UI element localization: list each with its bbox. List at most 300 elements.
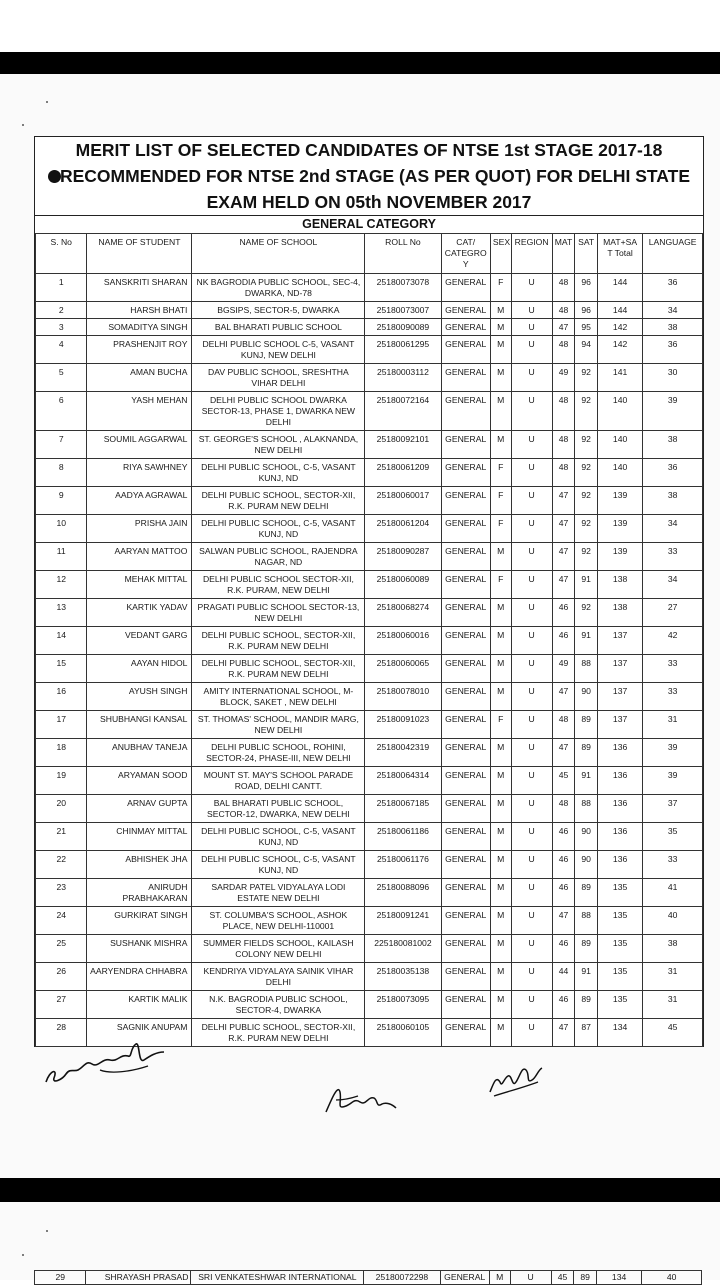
cell-mat: 48 <box>552 459 575 487</box>
table-row <box>36 963 703 991</box>
cell-sex: M <box>490 851 511 879</box>
cell-language: 39 <box>643 767 703 795</box>
table-body <box>36 274 703 1047</box>
cell-roll-no: 25180061176 <box>365 851 441 879</box>
cell-sex: F <box>490 571 511 599</box>
cell-sat: 87 <box>575 1019 598 1047</box>
cell-category: GENERAL <box>441 851 490 879</box>
cell-sno: 23 <box>36 879 87 907</box>
cell-mat: 48 <box>552 274 575 302</box>
cell-category: GENERAL <box>441 795 490 823</box>
cell-student-name: YASH MEHAN <box>87 392 192 431</box>
cell-sat: 88 <box>575 655 598 683</box>
cell-category: GENERAL <box>441 1019 490 1047</box>
document-title <box>35 137 703 215</box>
cell-school-name: DELHI PUBLIC SCHOOL, SECTOR-XII, R.K. PURAM NEW DELHI <box>192 487 365 515</box>
table-row <box>36 991 703 1019</box>
cell-total: 135 <box>597 963 642 991</box>
table-header-row <box>36 234 703 274</box>
cell-roll-no: 25180073007 <box>365 302 441 319</box>
cell-language: 42 <box>643 627 703 655</box>
cell-language: 38 <box>643 935 703 963</box>
cell-school-name: N.K. BAGRODIA PUBLIC SCHOOL, SECTOR-4, DWARKA <box>192 991 365 1019</box>
cell-sex: M <box>490 599 511 627</box>
cell-language: 38 <box>643 431 703 459</box>
cell-roll-no: 25180088096 <box>365 879 441 907</box>
cell-language: 45 <box>643 1019 703 1047</box>
table-row <box>36 599 703 627</box>
cell-total: 142 <box>597 319 642 336</box>
cell-roll-no: 25180072298 <box>364 1271 440 1285</box>
cell-mat: 46 <box>552 627 575 655</box>
title-line-3: EXAM HELD ON 05th NOVEMBER 2017 <box>206 192 532 212</box>
cell-region: U <box>511 431 552 459</box>
cell-category: GENERAL <box>441 711 490 739</box>
cell-total: 135 <box>597 879 642 907</box>
cell-language: 36 <box>643 459 703 487</box>
cell-region: U <box>511 823 552 851</box>
cell-sat: 94 <box>575 336 598 364</box>
cell-total: 136 <box>597 795 642 823</box>
cell-student-name: AARYENDRA CHHABRA <box>87 963 192 991</box>
cell-mat: 47 <box>552 515 575 543</box>
table-row <box>36 795 703 823</box>
cell-region: U <box>511 627 552 655</box>
cell-sno: 7 <box>36 431 87 459</box>
cell-mat: 46 <box>552 599 575 627</box>
next-page-table-fragment <box>34 1270 702 1285</box>
cell-sno: 28 <box>36 1019 87 1047</box>
scan-speck <box>46 1230 48 1232</box>
cell-sno: 19 <box>36 767 87 795</box>
cell-roll-no: 25180073078 <box>365 274 441 302</box>
cell-sno: 2 <box>36 302 87 319</box>
cell-sno: 8 <box>36 459 87 487</box>
cell-student-name: RIYA SAWHNEY <box>87 459 192 487</box>
table-row <box>36 823 703 851</box>
cell-total: 137 <box>597 683 642 711</box>
cell-school-name: DELHI PUBLIC SCHOOL, SECTOR-XII, R.K. PURAM NEW DELHI <box>192 655 365 683</box>
cell-region: U <box>511 991 552 1019</box>
cell-sno: 18 <box>36 739 87 767</box>
table-row <box>36 336 703 364</box>
col-header: LANGUAGE <box>643 234 703 274</box>
cell-school-name: DELHI PUBLIC SCHOOL, SECTOR-XII, R.K. PURAM NEW DELHI <box>192 1019 365 1047</box>
cell-student-name: PRASHENJIT ROY <box>87 336 192 364</box>
cell-school-name: BAL BHARATI PUBLIC SCHOOL, SECTOR-12, DWARKA, NEW DELHI <box>192 795 365 823</box>
cell-region: U <box>511 767 552 795</box>
cell-roll-no: 25180090089 <box>365 319 441 336</box>
cell-school-name: DAV PUBLIC SCHOOL, SRESHTHA VIHAR DELHI <box>192 364 365 392</box>
cell-total: 140 <box>597 392 642 431</box>
cell-student-name: KARTIK YADAV <box>87 599 192 627</box>
signature-3 <box>486 1052 546 1102</box>
col-header: MAT+SA T Total <box>597 234 642 274</box>
cell-category: GENERAL <box>441 571 490 599</box>
table-row <box>36 431 703 459</box>
cell-sno: 13 <box>36 599 87 627</box>
cell-mat: 47 <box>552 487 575 515</box>
cell-category: GENERAL <box>441 515 490 543</box>
cell-roll-no: 25180068274 <box>365 599 441 627</box>
table-row <box>36 543 703 571</box>
cell-student-name: SANSKRITI SHARAN <box>87 274 192 302</box>
cell-sno: 12 <box>36 571 87 599</box>
cell-sat: 90 <box>575 851 598 879</box>
cell-sat: 92 <box>575 459 598 487</box>
cell-total: 142 <box>597 336 642 364</box>
cell-sat: 89 <box>575 711 598 739</box>
cell-sat: 89 <box>575 991 598 1019</box>
cell-sno: 20 <box>36 795 87 823</box>
col-header: CAT/ CATEGRO Y <box>441 234 490 274</box>
cell-school-name: AMITY INTERNATIONAL SCHOOL, M-BLOCK, SAKET , NEW DELHI <box>192 683 365 711</box>
table-row <box>36 767 703 795</box>
cell-sex: M <box>490 627 511 655</box>
cell-sex: F <box>490 459 511 487</box>
cell-sex: F <box>490 487 511 515</box>
cell-sat: 92 <box>575 392 598 431</box>
cell-sno: 21 <box>36 823 87 851</box>
cell-sno: 1 <box>36 274 87 302</box>
cell-student-name: ANIRUDH PRABHAKARAN <box>87 879 192 907</box>
cell-category: GENERAL <box>441 274 490 302</box>
table-row <box>36 274 703 302</box>
cell-mat: 45 <box>551 1271 574 1285</box>
cell-school-name: ST. GEORGE'S SCHOOL , ALAKNANDA, NEW DELHI <box>192 431 365 459</box>
cell-roll-no: 25180061186 <box>365 823 441 851</box>
cell-school-name: ST. COLUMBA'S SCHOOL, ASHOK PLACE, NEW DELHI-110001 <box>192 907 365 935</box>
cell-sex: M <box>490 907 511 935</box>
table-row <box>36 302 703 319</box>
cell-total: 136 <box>597 767 642 795</box>
cell-sex: F <box>490 711 511 739</box>
cell-school-name: DELHI PUBLIC SCHOOL, C-5, VASANT KUNJ, ND <box>192 515 365 543</box>
cell-category: GENERAL <box>441 767 490 795</box>
table-row <box>36 711 703 739</box>
col-header: NAME OF STUDENT <box>87 234 192 274</box>
cell-region: U <box>511 963 552 991</box>
cell-category: GENERAL <box>441 907 490 935</box>
cell-sno: 10 <box>36 515 87 543</box>
cell-category: GENERAL <box>441 364 490 392</box>
category-heading: GENERAL CATEGORY <box>35 215 703 233</box>
cell-region: U <box>511 364 552 392</box>
merit-list-sheet <box>34 136 704 1047</box>
cell-mat: 48 <box>552 302 575 319</box>
cell-sno: 4 <box>36 336 87 364</box>
col-header: S. No <box>36 234 87 274</box>
cell-category: GENERAL <box>441 655 490 683</box>
table-row <box>36 655 703 683</box>
cell-mat: 47 <box>552 543 575 571</box>
cell-mat: 46 <box>552 879 575 907</box>
cell-roll-no: 225180081002 <box>365 935 441 963</box>
cell-school-name: DELHI PUBLIC SCHOOL DWARKA SECTOR-13, PHASE 1, DWARKA NEW DELHI <box>192 392 365 431</box>
cell-sat: 88 <box>575 795 598 823</box>
cell-language: 41 <box>643 879 703 907</box>
cell-category: GENERAL <box>441 683 490 711</box>
cell-student-name: AMAN BUCHA <box>87 364 192 392</box>
cell-sno: 29 <box>35 1271 86 1285</box>
cell-mat: 46 <box>552 991 575 1019</box>
title-line-1: MERIT LIST OF SELECTED CANDIDATES OF NTSE 1st STAGE 2017-18 <box>75 140 663 160</box>
cell-school-name: KENDRIYA VIDYALAYA SAINIK VIHAR DELHI <box>192 963 365 991</box>
cell-category: GENERAL <box>441 336 490 364</box>
cell-language: 34 <box>643 515 703 543</box>
cell-sno: 25 <box>36 935 87 963</box>
cell-roll-no: 25180091023 <box>365 711 441 739</box>
cell-sex: M <box>490 392 511 431</box>
cell-school-name: DELHI PUBLIC SCHOOL, ROHINI, SECTOR-24, PHASE-III, NEW DELHI <box>192 739 365 767</box>
cell-mat: 46 <box>552 935 575 963</box>
cell-roll-no: 25180092101 <box>365 431 441 459</box>
cell-sat: 89 <box>575 935 598 963</box>
cell-category: GENERAL <box>441 991 490 1019</box>
col-header: MAT <box>552 234 575 274</box>
cell-sex: M <box>490 431 511 459</box>
cell-language: 33 <box>643 851 703 879</box>
cell-roll-no: 25180060105 <box>365 1019 441 1047</box>
cell-mat: 47 <box>552 739 575 767</box>
col-header: SAT <box>575 234 598 274</box>
cell-sno: 26 <box>36 963 87 991</box>
table-row <box>36 907 703 935</box>
merit-table <box>35 233 703 1047</box>
cell-region: U <box>511 302 552 319</box>
cell-region: U <box>511 543 552 571</box>
cell-mat: 49 <box>552 364 575 392</box>
cell-language: 33 <box>643 655 703 683</box>
col-header: SEX <box>490 234 511 274</box>
col-header: NAME OF SCHOOL <box>192 234 365 274</box>
cell-total: 136 <box>597 739 642 767</box>
cell-language: 38 <box>643 487 703 515</box>
cell-region: U <box>511 907 552 935</box>
cell-total: 136 <box>597 823 642 851</box>
cell-school-name: SALWAN PUBLIC SCHOOL, RAJENDRA NAGAR, ND <box>192 543 365 571</box>
cell-category: GENERAL <box>441 302 490 319</box>
table-row <box>36 683 703 711</box>
cell-region: U <box>511 683 552 711</box>
cell-mat: 47 <box>552 907 575 935</box>
cell-region: U <box>511 515 552 543</box>
cell-region: U <box>511 739 552 767</box>
cell-roll-no: 25180061204 <box>365 515 441 543</box>
table-row <box>36 851 703 879</box>
cell-roll-no: 25180072164 <box>365 392 441 431</box>
cell-total: 144 <box>597 274 642 302</box>
cell-sat: 88 <box>575 907 598 935</box>
cell-mat: 48 <box>552 711 575 739</box>
cell-sat: 92 <box>575 364 598 392</box>
cell-mat: 49 <box>552 655 575 683</box>
cell-mat: 44 <box>552 963 575 991</box>
cell-sat: 96 <box>575 274 598 302</box>
cell-student-name: ANUBHAV TANEJA <box>87 739 192 767</box>
cell-sno: 5 <box>36 364 87 392</box>
cell-school-name: PRAGATI PUBLIC SCHOOL SECTOR-13, NEW DELHI <box>192 599 365 627</box>
cell-sat: 92 <box>575 487 598 515</box>
cell-roll-no: 25180060065 <box>365 655 441 683</box>
cell-mat: 48 <box>552 336 575 364</box>
cell-category: GENERAL <box>441 543 490 571</box>
cell-total: 139 <box>597 487 642 515</box>
cell-total: 137 <box>597 627 642 655</box>
cell-region: U <box>511 392 552 431</box>
cell-language: 37 <box>643 795 703 823</box>
cell-category: GENERAL <box>441 459 490 487</box>
cell-roll-no: 25180091241 <box>365 907 441 935</box>
cell-language: 27 <box>643 599 703 627</box>
document-page-2 <box>0 1202 720 1280</box>
cell-sat: 95 <box>575 319 598 336</box>
cell-student-name: ABHISHEK JHA <box>87 851 192 879</box>
cell-mat: 48 <box>552 431 575 459</box>
cell-language: 30 <box>643 364 703 392</box>
cell-region: U <box>511 336 552 364</box>
cell-roll-no: 25180090287 <box>365 543 441 571</box>
cell-language: 34 <box>643 571 703 599</box>
cell-student-name: AADYA AGRAWAL <box>87 487 192 515</box>
cell-student-name: HARSH BHATI <box>87 302 192 319</box>
cell-student-name: SAGNIK ANUPAM <box>87 1019 192 1047</box>
table-row <box>36 627 703 655</box>
cell-category: GENERAL <box>441 739 490 767</box>
cell-mat: 46 <box>552 823 575 851</box>
cell-total: 139 <box>597 515 642 543</box>
cell-roll-no: 25180061295 <box>365 336 441 364</box>
cell-sat: 92 <box>575 431 598 459</box>
cell-student-name: SOUMIL AGGARWAL <box>87 431 192 459</box>
cell-school-name: DELHI PUBLIC SCHOOL, C-5, VASANT KUNJ, ND <box>192 851 365 879</box>
col-header: ROLL No <box>365 234 441 274</box>
cell-sno: 9 <box>36 487 87 515</box>
cell-sex: M <box>490 543 511 571</box>
cell-category: GENERAL <box>441 599 490 627</box>
cell-total: 135 <box>597 907 642 935</box>
table-row <box>35 1271 702 1285</box>
cell-school-name: NK BAGRODIA PUBLIC SCHOOL, SEC-4, DWARKA, ND-78 <box>192 274 365 302</box>
title-line-2-wrap <box>35 163 703 189</box>
cell-language: 31 <box>643 963 703 991</box>
cell-sat: 89 <box>575 879 598 907</box>
cell-category: GENERAL <box>441 823 490 851</box>
cell-language: 31 <box>643 711 703 739</box>
next-page-table <box>34 1270 702 1285</box>
cell-sno: 14 <box>36 627 87 655</box>
cell-sat: 90 <box>575 683 598 711</box>
cell-student-name: PRISHA JAIN <box>87 515 192 543</box>
cell-total: 139 <box>597 543 642 571</box>
cell-region: U <box>511 487 552 515</box>
table-row <box>36 935 703 963</box>
cell-mat: 47 <box>552 683 575 711</box>
cell-total: 138 <box>597 599 642 627</box>
cell-language: 39 <box>643 392 703 431</box>
cell-sex: M <box>490 302 511 319</box>
cell-school-name: DELHI PUBLIC SCHOOL SECTOR-XII, R.K. PURAM, NEW DELHI <box>192 571 365 599</box>
cell-sex: M <box>490 739 511 767</box>
cell-student-name: AYUSH SINGH <box>87 683 192 711</box>
cell-total: 136 <box>597 851 642 879</box>
cell-category: GENERAL <box>440 1271 489 1285</box>
scan-speck <box>22 124 24 126</box>
cell-student-name: SOMADITYA SINGH <box>87 319 192 336</box>
cell-student-name: MEHAK MITTAL <box>87 571 192 599</box>
cell-school-name: BGSIPS, SECTOR-5, DWARKA <box>192 302 365 319</box>
cell-category: GENERAL <box>441 627 490 655</box>
cell-region: U <box>511 459 552 487</box>
cell-roll-no: 25180073095 <box>365 991 441 1019</box>
cell-school-name: MOUNT ST. MAY'S SCHOOL PARADE ROAD, DELHI CANTT. <box>192 767 365 795</box>
cell-sat: 89 <box>574 1271 597 1285</box>
cell-total: 140 <box>597 431 642 459</box>
cell-sno: 15 <box>36 655 87 683</box>
cell-region: U <box>511 711 552 739</box>
cell-school-name: SARDAR PATEL VIDYALAYA LODI ESTATE NEW DELHI <box>192 879 365 907</box>
cell-school-name: ST. THOMAS' SCHOOL, MANDIR MARG, NEW DELHI <box>192 711 365 739</box>
cell-region: U <box>511 851 552 879</box>
cell-roll-no: 25180078010 <box>365 683 441 711</box>
col-header: REGION <box>511 234 552 274</box>
cell-sex: M <box>490 1019 511 1047</box>
cell-student-name: AARYAN MATTOO <box>87 543 192 571</box>
cell-student-name: ARNAV GUPTA <box>87 795 192 823</box>
cell-total: 140 <box>597 459 642 487</box>
cell-sex: F <box>490 274 511 302</box>
cell-language: 40 <box>642 1271 702 1285</box>
cell-sno: 6 <box>36 392 87 431</box>
cell-sex: M <box>490 364 511 392</box>
cell-total: 135 <box>597 935 642 963</box>
cell-roll-no: 25180061209 <box>365 459 441 487</box>
cell-sat: 91 <box>575 571 598 599</box>
cell-region: U <box>511 599 552 627</box>
cell-sex: M <box>490 963 511 991</box>
cell-student-name: KARTIK MALIK <box>87 991 192 1019</box>
cell-mat: 48 <box>552 392 575 431</box>
cell-student-name: SUSHANK MISHRA <box>87 935 192 963</box>
cell-region: U <box>510 1271 551 1285</box>
cell-roll-no: 25180060016 <box>365 627 441 655</box>
cell-sex: M <box>490 879 511 907</box>
cell-sex: M <box>490 795 511 823</box>
cell-mat: 46 <box>552 851 575 879</box>
cell-total: 134 <box>596 1271 641 1285</box>
cell-roll-no: 25180064314 <box>365 767 441 795</box>
cell-region: U <box>511 655 552 683</box>
cell-category: GENERAL <box>441 392 490 431</box>
signature-1 <box>40 1030 170 1090</box>
cell-language: 39 <box>643 739 703 767</box>
cell-language: 31 <box>643 991 703 1019</box>
signature-2 <box>322 1078 402 1118</box>
cell-school-name: DELHI PUBLIC SCHOOL, C-5, VASANT KUNJ, ND <box>192 459 365 487</box>
cell-category: GENERAL <box>441 431 490 459</box>
cell-sex: M <box>490 683 511 711</box>
cell-region: U <box>511 795 552 823</box>
table-row <box>36 739 703 767</box>
cell-total: 141 <box>597 364 642 392</box>
cell-language: 34 <box>643 302 703 319</box>
cell-sat: 92 <box>575 543 598 571</box>
cell-mat: 47 <box>552 319 575 336</box>
table-row <box>36 392 703 431</box>
cell-sex: M <box>490 767 511 795</box>
cell-student-name: VEDANT GARG <box>87 627 192 655</box>
cell-school-name: DELHI PUBLIC SCHOOL C-5, VASANT KUNJ, NEW DELHI <box>192 336 365 364</box>
